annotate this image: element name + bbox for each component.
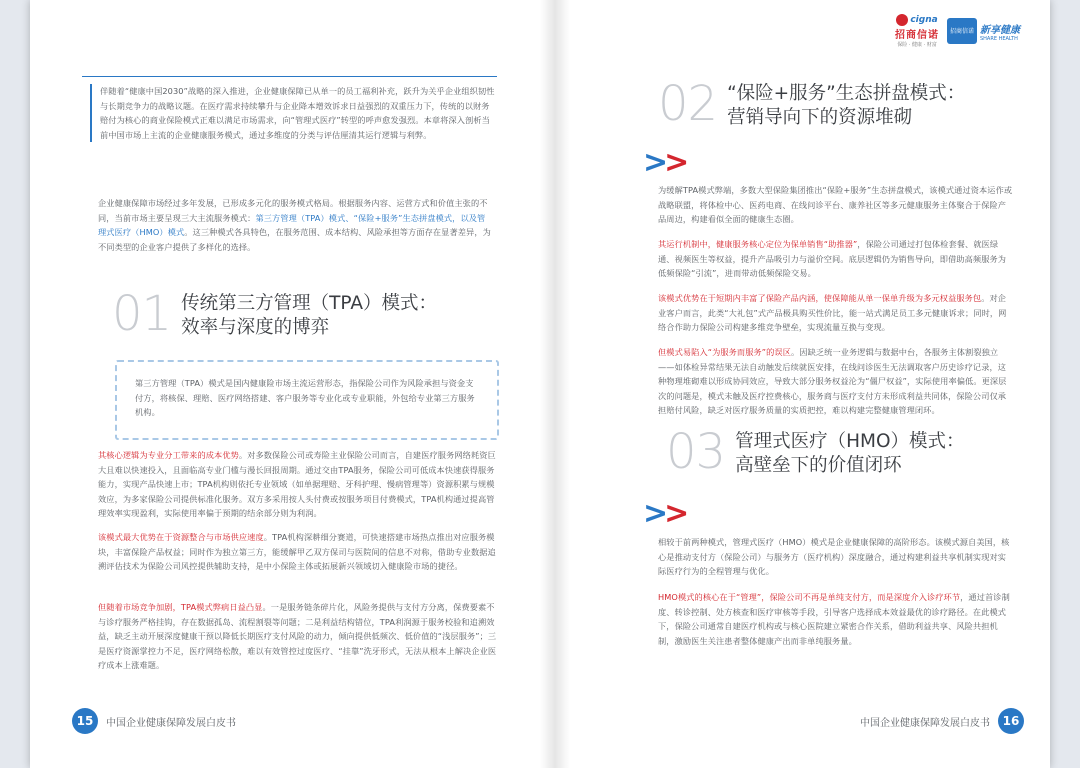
ecosystem-paragraph-3 <box>658 291 1013 335</box>
tpa-definition-box <box>115 360 499 440</box>
eco-p2-text: ，保险公司通过打包体检套餐、就医绿通、视频医生等权益，提升产品吸引力与溢价空间。底层逻辑仍为销售导向，即借助高频服务为低频保险“引流”，进而带动低频保险交易。 <box>658 239 1007 279</box>
section-01-heading <box>112 286 438 342</box>
intro-rule <box>82 76 497 77</box>
tpa-p3-text: 。一是服务链条碎片化，风险务提供与支付方分离，保费要素不与诊疗服务严格挂钩，存在数据孤岛、流程割裂等问题；二是利益结构错位，TPA利润源于服务校验和追溯效益，缺乏主动开展深度健康干预以降低长期医疗支付风险的动力，倾向提供低频次、低价值的“浅层服务”；三是医疗资源掌控力不足，医疗网络松散，难以有效管控过度医疗、“挂靠”洗牙形式，无法从根本上解决企业医疗成本上涨难题。 <box>98 602 497 671</box>
tpa-p3-highlight: 但随着市场竞争加剧，TPA模式弊病日益凸显 <box>98 602 263 612</box>
section-02-chevron-icon: >> <box>643 145 686 180</box>
brand-logos <box>895 14 1020 48</box>
cigna-mark <box>896 14 937 26</box>
section-03-title <box>735 430 964 478</box>
share-health-icon: 招商信诺 <box>947 18 977 44</box>
ecosystem-paragraph-4 <box>658 345 1013 418</box>
eco-p3-text: 。对企业客户而言，此类“大礼包”式产品极具购买性价比，能一站式满足员工多元健康诉求；同时，网络合作助力保险公司构建多维竞争壁垒，实现流量互换与变现。 <box>658 293 1007 333</box>
hmo-p2-text: ，通过首诊制度、转诊控制、处方核查和医疗审核等手段，引导客户选择成本效益最优的诊疗路径。在此模式下，保险公司通常自建医疗机构或与核心医院建立紧密合作关系，借助利益共享、风险共担机制，激励医生关注患者整体健康产出而非单纯服务量。 <box>658 592 1010 646</box>
right-footer <box>852 708 1024 734</box>
tpa-definition-text: 第三方管理（TPA）模式是国内健康险市场主流运营形态，指保险公司作为风险承担与资金支付方，将核保、理赔、医疗网络搭建、客户服务等专业化或专业职能，外包给专业第三方服务机构。 <box>135 378 475 418</box>
cmb-cigna-logo <box>895 14 939 48</box>
tpa-p1-text: 。对多数保险公司或寿险主业保险公司而言，自建医疗服务网络耗资巨大且难以快速投入，且面临高专业门槛与漫长回报周期。通过交由TPA服务，保险公司可低成本快速获得服务能力，实现产品快速上市；TPA机构则依托专业领域（如单据理赔、牙科护理、慢病管理等）资源积累与规模效应，为多家保险公司提供标准化服务。双方多采用按人头付费或按服务项目付费模式，TPA机构通过提高管理效率实现盈利，实际使用率偏于预期的结余部分则为利润。 <box>98 450 496 519</box>
right-page <box>540 0 1050 768</box>
left-footer <box>72 708 244 734</box>
tpa-paragraph-2 <box>98 530 498 574</box>
section-03-title-line2: 高壁垒下的价值闭环 <box>735 455 902 476</box>
share-health-logo <box>947 18 1020 44</box>
book-spread <box>30 0 1050 768</box>
share-health-text <box>980 21 1020 42</box>
ecosystem-paragraph-1: 为缓解TPA模式弊端，多数大型保险集团推出“保险+服务”生态拼盘模式，该模式通过资本运作或战略联盟，将体检中心、医药电商、在线问诊平台、康养社区等多元健康服务主体聚合于保险产品周边，构建看似全面的健康生态圈。 <box>658 185 1013 225</box>
tpa-p1-highlight: 其核心逻辑为专业分工带来的成本优势 <box>98 450 239 460</box>
section-02-title-line1: “保险+服务”生态拼盘模式： <box>727 83 966 104</box>
eco-p4-highlight: 但模式易陷入“为服务而服务”的误区 <box>658 347 791 357</box>
page-number-15: 15 <box>72 708 98 734</box>
section-02-number: 02 <box>658 76 718 132</box>
intro-paragraph: 伴随着“健康中国2030”战略的深入推进，企业健康保障已从单一的员工福利补充，跃升为关乎企业组织韧性与长期竞争力的战略议题。在医疗需求持续攀升与企业降本增效诉求日益强烈的双重压力下，传统的以财务赔付为核心的商业保险模式正难以满足市场需求，向“管理式医疗”转型的呼声愈发强烈。本章将深入剖析当前中国市场上主流的企业健康服务模式，通过多维度的分类与评估厘清其运行逻辑与利弊。 <box>90 84 495 142</box>
tpa-p2-highlight: 该模式最大优势在于资源整合与市场供应速度 <box>98 532 264 542</box>
eco-p4-text: 。因缺乏统一业务逻辑与数据中台，各服务主体割裂独立——如体检异常结果无法自动触发后续就医安排，在线问诊医生无法调取客户历史诊疗记录，这种物理堆砌难以形成协同效应，导致大部分服务权益沦为“僵尸权益”，实际使用率偏低。更深层次的问题是，模式未触及医疗控费核心，服务商与医疗支付方未形成利益共同体，保险公司仅承担赔付风险，缺乏对医疗服务质量的实质把控，难以构建完整健康管理闭环。 <box>658 347 1007 416</box>
share-health-en: SHARE HEALTH <box>980 35 1018 42</box>
section-01-title <box>181 292 437 340</box>
cmb-cigna-name: 招商信诺 <box>895 30 939 41</box>
section-01-title-line2: 效率与深度的博弈 <box>181 317 330 338</box>
share-health-cn: 新享健康 <box>980 24 1020 36</box>
right-footer-title: 中国企业健康保障发展白皮书 <box>860 717 990 729</box>
overview-highlight: 第三方管理（TPA）模式、“保险+服务”生态拼盘模式，以及管理式医疗（HMO）模式 <box>98 212 486 238</box>
ecosystem-paragraph-2 <box>658 237 1013 281</box>
cigna-wordmark: cigna <box>910 15 938 25</box>
tpa-paragraph-1 <box>98 448 498 521</box>
hmo-paragraph-2 <box>658 590 1013 648</box>
cmb-logo-icon <box>896 14 908 26</box>
hmo-paragraph-1: 相较于前两种模式，管理式医疗（HMO）模式是企业健康保障的高阶形态。该模式源自美国，核心是推动支付方（保险公司）与服务方（医疗机构）深度融合，通过构建利益共享机制实现对实际医疗行为的全程管理与优化。 <box>658 537 1010 577</box>
section-03-chevron-icon: >> <box>643 496 686 531</box>
page-number-16: 16 <box>998 708 1024 734</box>
overview-text-b: 。这三种模式各具特色，在服务范围、成本结构、风险承担等方面存在显著差异，为不同类型的企业客户提供了多样化的选择。 <box>98 227 491 252</box>
eco-p2-highlight: 其运行机制中，健康服务核心定位为保单销售“助推器” <box>658 239 858 249</box>
section-03-title-line1: 管理式医疗（HMO）模式： <box>735 431 965 452</box>
overview-text-a: 企业健康保障市场经过多年发展，已形成多元化的服务模式格局。根据服务内容、运营方式和价值主张的不同，当前市场主要呈现三大主流服务模式： <box>98 198 488 223</box>
left-page <box>30 0 540 768</box>
left-footer-title: 中国企业健康保障发展白皮书 <box>106 717 236 729</box>
section-01-title-line1: 传统第三方管理（TPA）模式： <box>181 293 438 314</box>
section-02-title-line2: 营销导向下的资源堆砌 <box>727 107 913 128</box>
section-03-number: 03 <box>666 424 726 480</box>
tpa-p2-text: 。TPA机构深耕细分赛道，可快速搭建市场热点推出对应服务模块，丰富保险产品权益；同时作为独立第三方，能缓解甲乙双方保司与医院间的信息不对称，借助专业数据追溯评估技术为保险公司风控提供辅助支持，是中小保险主体或拓展新兴领域切入健康险市场的捷径。 <box>98 532 496 572</box>
hmo-p2-highlight: HMO模式的核心在于“管理”，保险公司不再是单纯支付方，而是深度介入诊疗环节 <box>658 592 961 602</box>
section-03-heading <box>666 424 965 480</box>
page-fold-shadow <box>540 0 570 768</box>
overview-paragraph <box>98 196 493 254</box>
section-02-title <box>727 82 965 130</box>
section-01-number: 01 <box>112 286 172 342</box>
section-02-heading <box>658 76 966 132</box>
tpa-paragraph-3 <box>98 600 498 673</box>
eco-p3-highlight: 该模式优势在于短期内丰富了保险产品内涵，使保障能从单一保单升级为多元权益服务包 <box>658 293 982 303</box>
cmb-cigna-tagline: 保险 · 健康 · 财富 <box>897 42 937 48</box>
